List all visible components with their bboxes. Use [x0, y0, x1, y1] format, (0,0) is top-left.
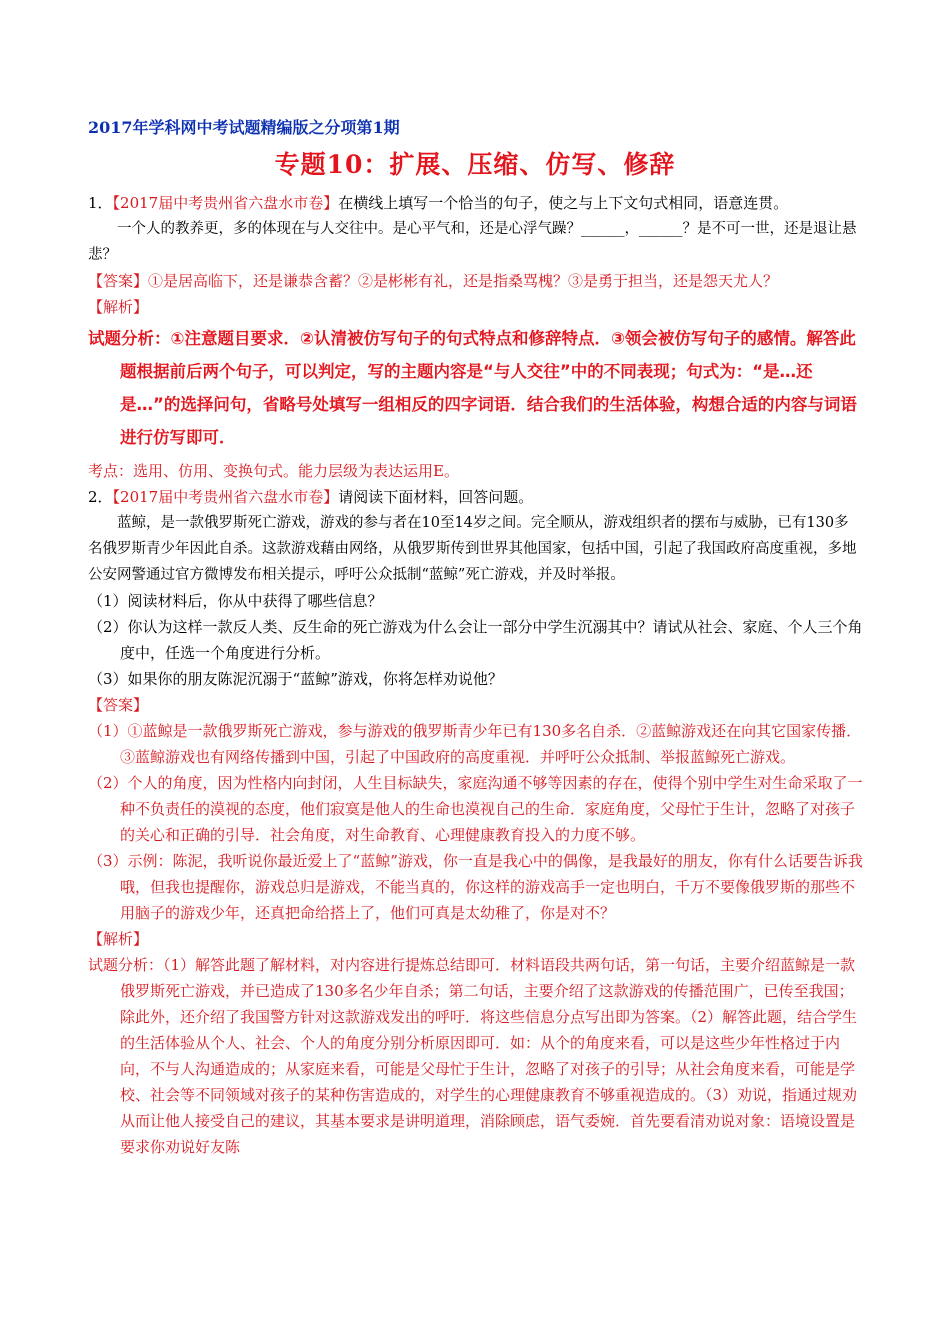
q2-source: 【2017届中考贵州省六盘水市卷】 — [112, 488, 339, 506]
q1-passage: 一个人的教养更，多的体现在与人交往中。是心平气和，还是心浮气躁？______，______？是不可一世，还是退让悬悲？ — [88, 221, 857, 263]
q1-number: 1． — [88, 194, 113, 212]
q2-analysis: 试题分析：（1）解答此题了解材料，对内容进行提炼总结即可．材料语段共两句话，第一句话，主要介绍蓝鲸是一款俄罗斯死亡游戏，并已造成了130多名少年自杀；第二句话，主要介绍了这款游戏的传播范围广，已传至我国；除此外，还介绍了我国警方针对这款游戏发出的呼吁．将这些信息分点写出即为答案。（2）解答此题，结合学生的生活体验从个人、社会、个人的角度分别分析原因即可．如：从个的角度来看，可以是这些少年性格过于内向，不与人沟通造成的；从家庭来看，可能是父母忙于生计，忽略了对孩子的引导；从社会角度来看，可能是学校、社会等不同领域对孩子的某种伤害造成的，对学生的心理健康教育不够重视造成的。（3）劝说，指通过规劝从而让他人接受自己的建议，其基本要求是讲明道理，消除顾虑，语气委婉．首先要看清劝说对象：语境设置是要求你劝说好友陈 — [88, 956, 858, 1156]
q1-prompt: 在横线上填写一个恰当的句子，使之与上下文句式相同，语意连贯。 — [338, 194, 789, 212]
q1-analysis-label: 【解析】 — [88, 298, 149, 316]
q2-answer-label: 【答案】 — [88, 696, 149, 714]
q1-stem — [88, 190, 863, 216]
q1-point: 考点：选用、仿用、变换句式。能力层级为表达运用E。 — [88, 462, 459, 480]
q2-prompt: 请阅读下面材料，回答问题。 — [338, 488, 534, 506]
q2-answer-2: （2）个人的角度，因为性格内向封闭，人生目标缺失，家庭沟通不够等因素的存在，使得个别中学生对生命采取了一种不负责任的漠视的态度，他们寂寞是他人的生命也漠视自己的生命．家庭角度，父母忙于生计，忽略了对孩子的关心和正确的引导．社会角度，对生命教育、心理健康教育投入的力度不够。 — [88, 774, 863, 844]
q1-source: 【2017届中考贵州省六盘水市卷】 — [112, 194, 339, 212]
q2-number: 2． — [88, 488, 113, 506]
topic-title: 专题10：扩展、压缩、仿写、修辞 — [274, 150, 676, 179]
q2-sub-question-3: （3）如果你的朋友陈泥沉溺于“蓝鲸”游戏，你将怎样劝说他？ — [88, 670, 503, 688]
q2-sub-question-2: （2）你认为这样一款反人类、反生命的死亡游戏为什么会让一部分中学生沉溺其中？请试从社会、家庭、个人三个角度中，任选一个角度进行分析。 — [88, 618, 863, 662]
q2-passage: 蓝鲸，是一款俄罗斯死亡游戏，游戏的参与者在10至14岁之间。完全顺从，游戏组织者的摆布与威胁，已有130多名俄罗斯青少年因此自杀。这款游戏藉由网络，从俄罗斯传到世界其他国家，包括中国，引起了我国政府高度重视，多地公安网警通过官方微博发布相关提示，呼吁公众抵制“蓝鲸”死亡游戏，并及时举报。 — [88, 515, 857, 583]
q2-analysis-label: 【解析】 — [88, 930, 149, 948]
q1-answer-label: 【答案】 — [88, 272, 149, 290]
q2-answer-1: （1）①蓝鲸是一款俄罗斯死亡游戏，参与游戏的俄罗斯青少年已有130多名自杀．②蓝鲸游戏还在向其它国家传播．③蓝鲸游戏也有网络传播到中国，引起了中国政府的高度重视．并呼吁公众抵制、举报蓝鲸死亡游戏。 — [88, 722, 862, 766]
q1-answer-text: ①是居高临下，还是谦恭含蓄？②是彬彬有礼，还是指桑骂槐？③是勇于担当，还是怨天尤人？ — [148, 272, 779, 290]
document-body — [88, 190, 863, 1160]
series-header: 2017年学科网中考试题精编版之分项第1期 — [88, 118, 400, 137]
q1-answer — [88, 268, 863, 294]
q2-answer-3: （3）示例：陈泥，我听说你最近爱上了“蓝鲸”游戏，你一直是我心中的偶像，是我最好的朋友，你有什么话要告诉我哦，但我也提醒你，游戏总归是游戏，不能当真的，你这样的游戏高手一定也明白，千万不要像俄罗斯的那些不用脑子的游戏少年，还真把命给搭上了，他们可真是太幼稚了，你是对不？ — [88, 852, 863, 922]
q2-sub-question-1: （1）阅读材料后，你从中获得了哪些信息？ — [88, 592, 383, 610]
q2-stem — [88, 484, 863, 510]
q1-analysis: 试题分析：①注意题目要求．②认清被仿写句子的句式特点和修辞特点．③领会被仿写句子的感情。解答此题根据前后两个句子，可以判定，写的主题内容是“与人交往”中的不同表现；句式为：“是…还是…”的选择问句，省略号处填写一组相反的四字词语．结合我们的生活体验，构想合适的内容与词语进行仿写即可． — [88, 329, 857, 447]
